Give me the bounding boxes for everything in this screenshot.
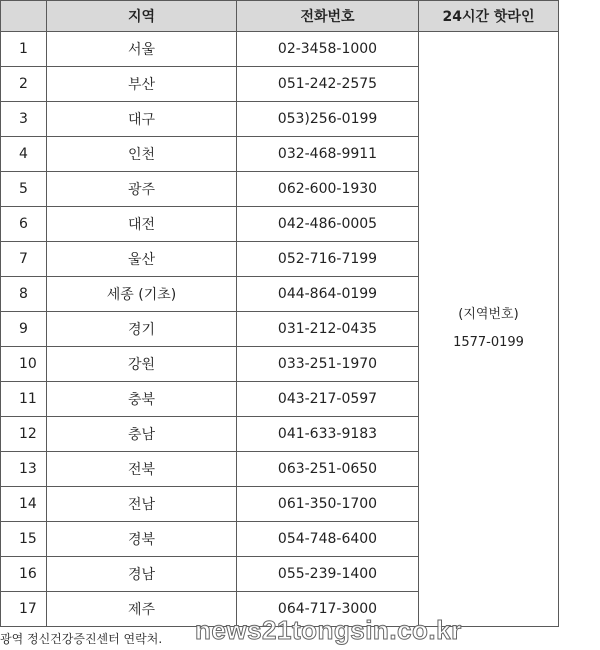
row-index: 5 [1,172,47,207]
hotline-number: 1577-0199 [453,335,524,350]
row-phone: 041-633-9183 [237,417,419,452]
hotline-label: (지역번호) [458,307,519,322]
row-phone: 053)256-0199 [237,102,419,137]
row-index: 12 [1,417,47,452]
row-phone: 054-748-6400 [237,522,419,557]
row-region: 제주 [47,592,237,627]
row-index: 17 [1,592,47,627]
row-phone: 044-864-0199 [237,277,419,312]
row-phone: 061-350-1700 [237,487,419,522]
row-region: 서울 [47,32,237,67]
row-index: 13 [1,452,47,487]
row-index: 2 [1,67,47,102]
row-region: 광주 [47,172,237,207]
row-index: 16 [1,557,47,592]
row-region: 경북 [47,522,237,557]
row-phone: 02-3458-1000 [237,32,419,67]
hotline-cell [419,32,559,627]
row-index: 7 [1,242,47,277]
header-index [1,1,47,32]
row-index: 1 [1,32,47,67]
row-region: 강원 [47,347,237,382]
row-region: 인천 [47,137,237,172]
row-index: 15 [1,522,47,557]
row-index: 3 [1,102,47,137]
row-region: 전남 [47,487,237,522]
row-phone: 051-242-2575 [237,67,419,102]
table-header-row [1,1,559,32]
row-phone: 052-716-7199 [237,242,419,277]
row-phone: 032-468-9911 [237,137,419,172]
row-phone: 063-251-0650 [237,452,419,487]
row-phone: 033-251-1970 [237,347,419,382]
row-phone: 031-212-0435 [237,312,419,347]
row-index: 11 [1,382,47,417]
row-phone: 064-717-3000 [237,592,419,627]
header-hotline: 24시간 핫라인 [419,1,559,32]
row-region: 충북 [47,382,237,417]
header-phone: 전화번호 [237,1,419,32]
row-region: 전북 [47,452,237,487]
footnote-caption: 광역 정신건강증진센터 연락처. [0,632,163,646]
row-region: 부산 [47,67,237,102]
row-index: 14 [1,487,47,522]
table-body [1,32,559,627]
row-region: 대전 [47,207,237,242]
row-region: 충남 [47,417,237,452]
row-index: 4 [1,137,47,172]
row-region: 경남 [47,557,237,592]
row-phone: 042-486-0005 [237,207,419,242]
row-index: 10 [1,347,47,382]
row-region: 세종 (기초) [47,277,237,312]
table-row [1,32,559,67]
row-index: 8 [1,277,47,312]
row-phone: 062-600-1930 [237,172,419,207]
watermark-text: news21tongsin.co.kr [195,615,462,645]
row-phone: 055-239-1400 [237,557,419,592]
row-region: 대구 [47,102,237,137]
row-index: 6 [1,207,47,242]
row-index: 9 [1,312,47,347]
header-region: 지역 [47,1,237,32]
row-region: 경기 [47,312,237,347]
row-region: 울산 [47,242,237,277]
row-phone: 043-217-0597 [237,382,419,417]
